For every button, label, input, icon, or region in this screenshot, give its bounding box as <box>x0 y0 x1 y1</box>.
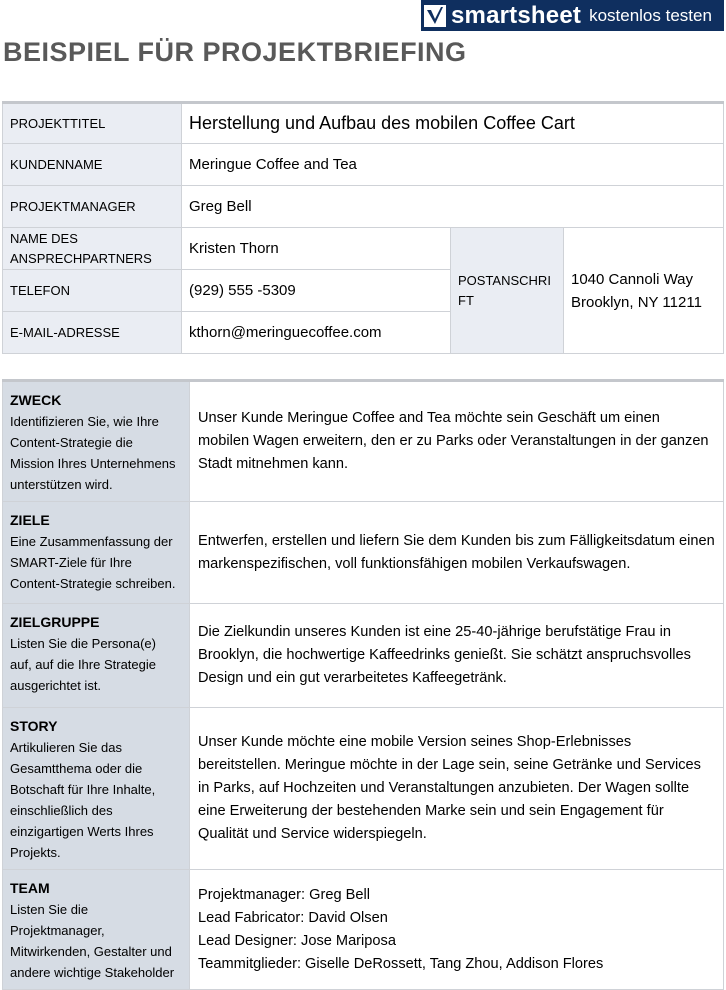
body-line: Lead Designer: Jose Mariposa <box>198 932 396 949</box>
client-name-value: Meringue Coffee and Tea <box>182 144 724 186</box>
description-line: Content-Strategie die <box>10 435 133 450</box>
section-description <box>10 737 182 863</box>
body-line: eine Erweiterung der bestehenden Marke sein und sein Engagement für <box>198 803 664 819</box>
contact-name-value: Kristen Thorn <box>182 228 451 270</box>
section-title: STORY <box>10 718 58 734</box>
address-value <box>564 228 724 354</box>
section-row-ziele <box>3 502 724 604</box>
body-line: mobilen Wagen erweitern, den er zu Parks oder Veranstaltungen in der ganzen <box>198 433 709 449</box>
description-line: Listen Sie die Persona(e) <box>10 636 156 651</box>
free-trial-link[interactable]: kostenlos testen <box>589 6 712 25</box>
description-line: unterstützen wird. <box>10 477 113 492</box>
body-line: Qualität und Service widerspiegeln. <box>198 826 427 842</box>
description-line: SMART-Ziele für Ihre <box>10 555 132 570</box>
body-line: Design und ein gut verarbeitetes Kaffeegetränk. <box>198 670 507 686</box>
description-line: Projekts. <box>10 845 61 860</box>
contact-name-label <box>3 228 182 270</box>
project-manager-value: Greg Bell <box>182 186 724 228</box>
description-line: Identifizieren Sie, wie Ihre <box>10 414 159 429</box>
description-line: Artikulieren Sie das <box>10 740 122 755</box>
section-description <box>10 531 182 594</box>
section-title: ZWECK <box>10 392 62 408</box>
description-line: auf, auf die Ihre Strategie <box>10 657 156 672</box>
contact-label-line1: NAME DES <box>10 230 78 246</box>
phone-value: (929) 555 -5309 <box>182 270 451 312</box>
body-line: markenspezifischen, voll funktionsfähigen mobilen Verkaufswagen. <box>198 555 631 572</box>
address-line1: 1040 Cannoli Way <box>571 270 694 288</box>
table-row <box>3 103 724 144</box>
page-title: BEISPIEL FÜR PROJEKTBRIEFING <box>3 37 467 67</box>
body-line: Die Zielkundin unseres Kunden ist eine 25-40-jährige berufstätige Frau in <box>198 624 671 640</box>
section-row-zielgruppe <box>3 604 724 708</box>
section-row-story <box>3 708 724 870</box>
description-line: Gesamtthema oder die <box>10 761 143 776</box>
body-line: Teammitglieder: Giselle DeRossett, Tang Zhou, Addison Flores <box>198 955 604 972</box>
body-line: Entwerfen, erstellen und liefern Sie dem Kunden bis zum Fälligkeitsdatum einen <box>198 532 715 549</box>
section-header <box>3 381 190 502</box>
description-line: einzigartigen Werts Ihres <box>10 824 154 839</box>
description-line: andere wichtige Stakeholder <box>10 965 175 980</box>
description-line: Mission Ihres Unternehmens <box>10 456 176 471</box>
address-label-line2: FT <box>458 292 474 308</box>
email-label: E-MAIL-ADRESSE <box>3 312 182 354</box>
table-row <box>3 186 724 228</box>
smartsheet-banner[interactable] <box>421 0 724 31</box>
section-row-zweck <box>3 381 724 502</box>
project-title-value: Herstellung und Aufbau des mobilen Coffee Cart <box>182 103 724 144</box>
address-line2: Brooklyn, NY 11211 <box>571 293 702 311</box>
section-header <box>3 708 190 870</box>
section-title: TEAM <box>10 880 50 896</box>
description-line: Mitwirkenden, Gestalter und <box>10 944 172 959</box>
section-body <box>190 502 724 604</box>
body-line: bereitstellen. Meringue möchte in der Lage sein, seine Getränke und Services <box>198 757 701 773</box>
section-header <box>3 604 190 708</box>
body-line: Lead Fabricator: David Olsen <box>198 909 388 926</box>
contact-label-line2: ANSPRECHPARTNERS <box>10 250 152 266</box>
description-line: Listen Sie die <box>10 902 89 917</box>
section-title: ZIELE <box>10 512 50 528</box>
email-value: kthorn@meringuecoffee.com <box>182 312 451 354</box>
body-line: in Parks, auf Hochzeiten und Veranstaltungen anzubieten. Der Wagen sollte <box>198 780 690 796</box>
address-label-line1: POSTANSCHRI <box>458 272 551 288</box>
description-line: ausgerichtet ist. <box>10 678 102 693</box>
brand-name: smartsheet <box>451 2 582 29</box>
client-name-label: KUNDENNAME <box>3 144 182 186</box>
description-line: Projektmanager, <box>10 923 105 938</box>
section-header <box>3 502 190 604</box>
phone-label: TELEFON <box>3 270 182 312</box>
project-title-label: PROJEKTTITEL <box>3 103 182 144</box>
body-line: Stadt mitnehmen kann. <box>198 456 349 472</box>
table-row <box>3 228 724 270</box>
section-body <box>190 381 724 502</box>
section-title: ZIELGRUPPE <box>10 614 100 630</box>
project-manager-label: PROJEKTMANAGER <box>3 186 182 228</box>
description-line: Content-Strategie schreiben. <box>10 576 176 591</box>
smartsheet-logo-icon <box>424 5 446 27</box>
description-line: Eine Zusammenfassung der <box>10 534 173 549</box>
section-description <box>10 633 182 696</box>
body-line: Brooklyn, die hochwertige Kaffeedrinks genießt. Sie schätzt anspruchsvolles <box>198 647 691 663</box>
section-body <box>190 708 724 870</box>
body-line: Projektmanager: Greg Bell <box>198 886 370 903</box>
body-line: Unser Kunde möchte eine mobile Version seines Shop-Erlebnisses <box>198 734 632 750</box>
project-info-table <box>2 101 724 354</box>
section-description <box>10 899 182 983</box>
body-line: Unser Kunde Meringue Coffee and Tea möchte sein Geschäft um einen <box>198 410 660 426</box>
table-row <box>3 144 724 186</box>
section-body <box>190 604 724 708</box>
brief-sections-table <box>2 379 724 990</box>
section-description <box>10 411 182 495</box>
address-label <box>451 228 564 354</box>
description-line: einschließlich des <box>10 803 113 818</box>
description-line: Botschaft für Ihre Inhalte, <box>10 782 156 797</box>
